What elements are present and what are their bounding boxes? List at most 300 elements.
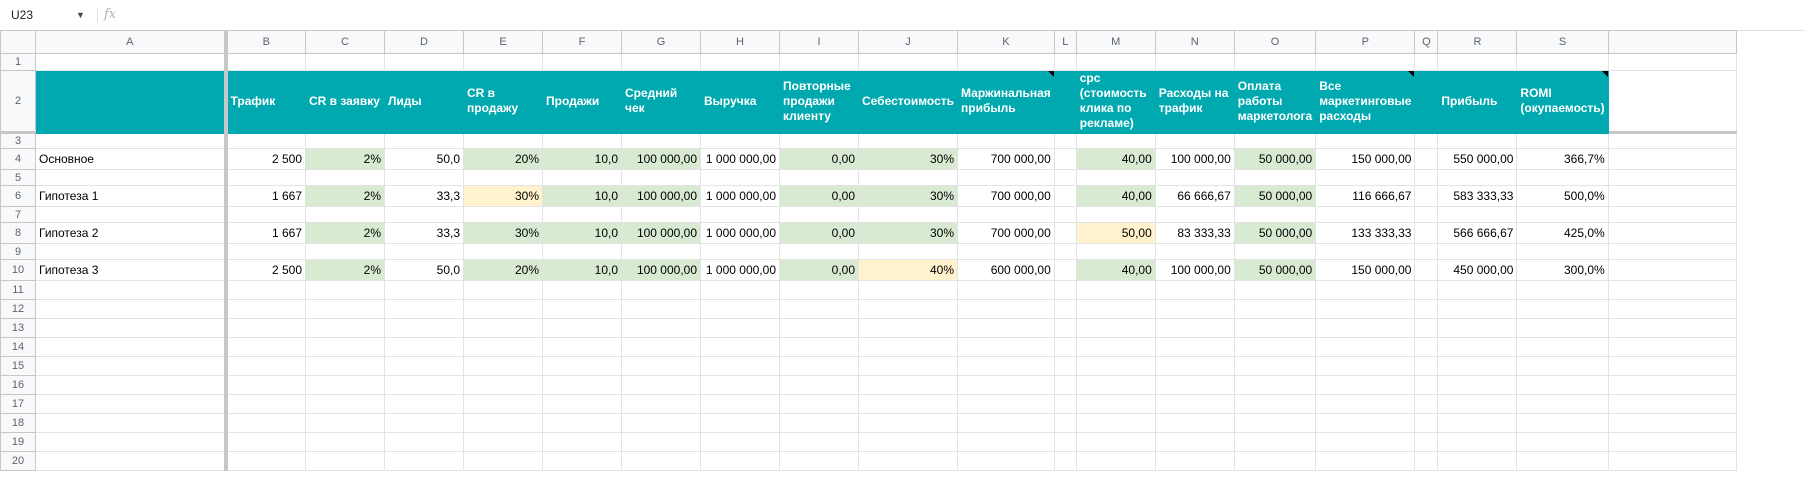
cell-traffic-cost[interactable]: 66 666,67 [1155, 186, 1234, 207]
row-header[interactable]: 17 [1, 395, 36, 414]
row-header[interactable]: 15 [1, 357, 36, 376]
cell[interactable] [306, 433, 385, 452]
cell-avg-check[interactable]: 100 000,00 [622, 186, 701, 207]
name-box[interactable] [4, 6, 88, 24]
cell[interactable] [36, 338, 226, 357]
cell[interactable] [543, 357, 622, 376]
cell[interactable] [1155, 300, 1234, 319]
cell-margin[interactable]: 600 000,00 [958, 260, 1055, 281]
cell[interactable] [464, 319, 543, 338]
cell[interactable] [1608, 207, 1736, 223]
cell[interactable] [859, 376, 958, 395]
cell[interactable] [958, 170, 1055, 186]
cell[interactable] [780, 395, 859, 414]
column-header-l[interactable]: L [1054, 31, 1076, 54]
cell[interactable] [958, 300, 1055, 319]
cell[interactable] [859, 207, 958, 223]
cell[interactable] [1415, 433, 1438, 452]
row-header[interactable]: 6 [1, 186, 36, 207]
cell[interactable] [306, 395, 385, 414]
cell[interactable] [306, 300, 385, 319]
cell[interactable] [385, 338, 464, 357]
row-header[interactable]: 14 [1, 338, 36, 357]
cell[interactable] [1155, 207, 1234, 223]
cell[interactable] [1415, 300, 1438, 319]
cell[interactable] [543, 300, 622, 319]
cell-cr-sale[interactable]: 20% [464, 260, 543, 281]
cell[interactable] [1076, 207, 1155, 223]
cell[interactable] [859, 452, 958, 471]
cell[interactable] [464, 452, 543, 471]
cell[interactable] [226, 414, 306, 433]
header-cell-repeat-sales[interactable]: Повторные продажи клиенту [780, 71, 859, 133]
cell[interactable] [385, 281, 464, 300]
column-header-f[interactable]: F [543, 31, 622, 54]
cell-cost[interactable]: 30% [859, 186, 958, 207]
cell[interactable] [36, 433, 226, 452]
cell[interactable] [859, 244, 958, 260]
cell[interactable] [1517, 414, 1608, 433]
cell[interactable] [701, 357, 780, 376]
cell[interactable] [1316, 133, 1415, 149]
cell[interactable] [1054, 395, 1076, 414]
cell[interactable] [859, 357, 958, 376]
cell[interactable] [306, 54, 385, 71]
cell[interactable] [1517, 338, 1608, 357]
cell-cr-lead[interactable]: 2% [306, 223, 385, 244]
cell[interactable] [1517, 319, 1608, 338]
cell[interactable] [385, 170, 464, 186]
cell-revenue[interactable]: 1 000 000,00 [701, 223, 780, 244]
cell[interactable] [780, 338, 859, 357]
cell[interactable] [859, 133, 958, 149]
row-header[interactable]: 13 [1, 319, 36, 338]
cell[interactable] [36, 207, 226, 223]
cell-margin[interactable]: 700 000,00 [958, 186, 1055, 207]
cell[interactable] [701, 54, 780, 71]
header-cell-revenue[interactable]: Выручка [701, 71, 780, 133]
cell[interactable] [1517, 133, 1608, 149]
cell[interactable] [958, 433, 1055, 452]
cell[interactable] [780, 170, 859, 186]
cell[interactable] [859, 433, 958, 452]
cell[interactable] [464, 281, 543, 300]
cell[interactable] [622, 300, 701, 319]
cell[interactable] [958, 244, 1055, 260]
cell[interactable] [958, 319, 1055, 338]
cell[interactable] [1415, 357, 1438, 376]
cell[interactable] [385, 376, 464, 395]
cell[interactable] [1054, 133, 1076, 149]
cell[interactable] [1415, 414, 1438, 433]
cell-marketing-total[interactable]: 150 000,00 [1316, 260, 1415, 281]
cell[interactable] [1054, 149, 1076, 170]
cell[interactable] [701, 433, 780, 452]
cell[interactable] [780, 376, 859, 395]
cell[interactable] [1076, 300, 1155, 319]
cell[interactable] [622, 244, 701, 260]
cell-cr-sale[interactable]: 20% [464, 149, 543, 170]
cell-sales[interactable]: 10,0 [543, 149, 622, 170]
column-header-r[interactable]: R [1438, 31, 1517, 54]
cell[interactable] [1316, 376, 1415, 395]
cell[interactable] [306, 207, 385, 223]
cell[interactable] [1316, 319, 1415, 338]
cell[interactable] [1076, 281, 1155, 300]
cell[interactable] [1608, 54, 1736, 71]
cell-margin[interactable]: 700 000,00 [958, 223, 1055, 244]
cell[interactable] [622, 207, 701, 223]
cell[interactable] [1155, 376, 1234, 395]
cell[interactable] [464, 376, 543, 395]
cell-marketer-pay[interactable]: 50 000,00 [1234, 223, 1315, 244]
cell[interactable] [1415, 395, 1438, 414]
cell[interactable] [1234, 452, 1315, 471]
cell[interactable] [1415, 207, 1438, 223]
cell[interactable] [780, 54, 859, 71]
cell[interactable] [385, 300, 464, 319]
cell[interactable] [958, 54, 1055, 71]
cell[interactable] [1517, 300, 1608, 319]
cell[interactable] [543, 414, 622, 433]
cell[interactable] [226, 357, 306, 376]
cell[interactable] [36, 376, 226, 395]
cell-traffic[interactable]: 1 667 [226, 223, 306, 244]
cell[interactable] [622, 133, 701, 149]
cell[interactable] [1415, 223, 1438, 244]
cell[interactable] [1415, 54, 1438, 71]
cell[interactable] [1517, 433, 1608, 452]
cell[interactable] [306, 452, 385, 471]
row-header[interactable]: 16 [1, 376, 36, 395]
cell[interactable] [958, 395, 1055, 414]
cell[interactable] [1438, 281, 1517, 300]
cell[interactable] [1076, 376, 1155, 395]
cell-repeat-sales[interactable]: 0,00 [780, 223, 859, 244]
cell[interactable] [1054, 319, 1076, 338]
cell[interactable] [622, 170, 701, 186]
cell-romi[interactable]: 366,7% [1517, 149, 1608, 170]
cell[interactable] [1438, 338, 1517, 357]
cell[interactable] [622, 395, 701, 414]
cell[interactable] [36, 395, 226, 414]
cell[interactable] [1054, 170, 1076, 186]
cell[interactable] [1517, 207, 1608, 223]
cell-revenue[interactable]: 1 000 000,00 [701, 186, 780, 207]
cell[interactable] [306, 338, 385, 357]
cell[interactable] [701, 376, 780, 395]
cell[interactable] [958, 414, 1055, 433]
cell[interactable] [464, 414, 543, 433]
header-cell-sales[interactable]: Продажи [543, 71, 622, 133]
cell[interactable] [1234, 133, 1315, 149]
cell[interactable] [1076, 244, 1155, 260]
cell-repeat-sales[interactable]: 0,00 [780, 186, 859, 207]
cell-scenario-name[interactable]: Гипотеза 1 [36, 186, 226, 207]
header-cell-traffic[interactable]: Трафик [226, 71, 306, 133]
cell-repeat-sales[interactable]: 0,00 [780, 260, 859, 281]
cell[interactable] [701, 414, 780, 433]
row-header[interactable]: 20 [1, 452, 36, 471]
cell-leads[interactable]: 33,3 [385, 186, 464, 207]
cell[interactable] [1517, 357, 1608, 376]
cell[interactable] [1155, 433, 1234, 452]
cell[interactable] [1316, 395, 1415, 414]
cell[interactable] [543, 207, 622, 223]
header-cell-profit[interactable]: Прибыль [1438, 71, 1517, 133]
cell[interactable] [859, 414, 958, 433]
row-header[interactable]: 3 [1, 133, 36, 149]
cell[interactable] [1234, 244, 1315, 260]
cell[interactable] [1054, 414, 1076, 433]
cell[interactable] [701, 300, 780, 319]
cell[interactable] [1054, 223, 1076, 244]
cell[interactable] [701, 244, 780, 260]
header-cell-traffic-cost[interactable]: Расходы на трафик [1155, 71, 1234, 133]
cell-cost[interactable]: 30% [859, 149, 958, 170]
cell[interactable] [385, 433, 464, 452]
cell[interactable] [1608, 414, 1736, 433]
cell[interactable] [1608, 376, 1736, 395]
cell-cpc[interactable]: 40,00 [1076, 149, 1155, 170]
cell[interactable] [1054, 338, 1076, 357]
cell[interactable] [1608, 149, 1736, 170]
cell[interactable] [1076, 319, 1155, 338]
cell-revenue[interactable]: 1 000 000,00 [701, 260, 780, 281]
cell[interactable] [1438, 54, 1517, 71]
cell[interactable] [1076, 54, 1155, 71]
cell[interactable] [385, 207, 464, 223]
row-header[interactable]: 11 [1, 281, 36, 300]
cell[interactable] [1316, 300, 1415, 319]
cell[interactable] [859, 319, 958, 338]
column-header-empty[interactable] [1608, 31, 1736, 54]
header-cell-l[interactable] [1054, 71, 1076, 133]
cell[interactable] [36, 54, 226, 71]
cell-profit[interactable]: 566 666,67 [1438, 223, 1517, 244]
cell[interactable] [1438, 376, 1517, 395]
cell[interactable] [1155, 54, 1234, 71]
row-header[interactable]: 10 [1, 260, 36, 281]
cell[interactable] [780, 452, 859, 471]
cell[interactable] [1608, 260, 1736, 281]
column-header-d[interactable]: D [385, 31, 464, 54]
cell[interactable] [1234, 54, 1315, 71]
row-header[interactable]: 1 [1, 54, 36, 71]
cell[interactable] [306, 133, 385, 149]
cell-cost[interactable]: 30% [859, 223, 958, 244]
cell[interactable] [1234, 338, 1315, 357]
cell[interactable] [306, 170, 385, 186]
cell[interactable] [1608, 71, 1736, 133]
cell-scenario-name[interactable]: Гипотеза 3 [36, 260, 226, 281]
cell-cpc[interactable]: 50,00 [1076, 223, 1155, 244]
cell[interactable] [385, 319, 464, 338]
cell[interactable] [1054, 376, 1076, 395]
cell[interactable] [1054, 186, 1076, 207]
column-header-g[interactable]: G [622, 31, 701, 54]
cell[interactable] [859, 54, 958, 71]
cell[interactable] [1438, 319, 1517, 338]
cell[interactable] [1234, 395, 1315, 414]
cell[interactable] [1316, 54, 1415, 71]
cell[interactable] [1054, 207, 1076, 223]
cell[interactable] [543, 395, 622, 414]
cell[interactable] [1316, 244, 1415, 260]
cell[interactable] [1415, 170, 1438, 186]
cell[interactable] [1438, 170, 1517, 186]
cell[interactable] [1155, 319, 1234, 338]
cell[interactable] [1517, 395, 1608, 414]
row-header[interactable]: 12 [1, 300, 36, 319]
cell[interactable] [1155, 133, 1234, 149]
header-cell-cost[interactable]: Себестоимость [859, 71, 958, 133]
cell[interactable] [36, 170, 226, 186]
cell[interactable] [543, 170, 622, 186]
column-header-p[interactable]: P [1316, 31, 1415, 54]
cell[interactable] [1155, 338, 1234, 357]
cell[interactable] [1517, 281, 1608, 300]
cell[interactable] [543, 452, 622, 471]
row-header[interactable]: 7 [1, 207, 36, 223]
cell[interactable] [1076, 357, 1155, 376]
cell[interactable] [622, 433, 701, 452]
cell[interactable] [1234, 281, 1315, 300]
cell[interactable] [306, 414, 385, 433]
cell-marketing-total[interactable]: 116 666,67 [1316, 186, 1415, 207]
header-cell-cr-sale[interactable]: CR в продажу [464, 71, 543, 133]
cell[interactable] [780, 133, 859, 149]
cell-cr-lead[interactable]: 2% [306, 149, 385, 170]
cell-revenue[interactable]: 1 000 000,00 [701, 149, 780, 170]
cell[interactable] [622, 376, 701, 395]
cell[interactable] [1517, 376, 1608, 395]
cell-scenario-name[interactable]: Основное [36, 149, 226, 170]
cell[interactable] [1054, 281, 1076, 300]
column-header-s[interactable]: S [1517, 31, 1608, 54]
cell[interactable] [385, 414, 464, 433]
cell-cr-sale[interactable]: 30% [464, 223, 543, 244]
cell[interactable] [1415, 452, 1438, 471]
select-all-corner[interactable] [1, 31, 36, 54]
cell-scenario-name[interactable]: Гипотеза 2 [36, 223, 226, 244]
cell[interactable] [958, 207, 1055, 223]
cell-sales[interactable]: 10,0 [543, 223, 622, 244]
cell-cr-sale[interactable]: 30% [464, 186, 543, 207]
cell[interactable] [36, 357, 226, 376]
cell[interactable] [780, 244, 859, 260]
cell[interactable] [226, 338, 306, 357]
cell[interactable] [36, 452, 226, 471]
cell[interactable] [701, 452, 780, 471]
cell[interactable] [36, 133, 226, 149]
cell[interactable] [226, 133, 306, 149]
cell-traffic[interactable]: 1 667 [226, 186, 306, 207]
cell[interactable] [385, 54, 464, 71]
cell-traffic-cost[interactable]: 100 000,00 [1155, 149, 1234, 170]
cell[interactable] [1415, 338, 1438, 357]
cell[interactable] [1415, 376, 1438, 395]
cell-avg-check[interactable]: 100 000,00 [622, 260, 701, 281]
cell[interactable] [780, 207, 859, 223]
cell[interactable] [1608, 452, 1736, 471]
cell-marketing-total[interactable]: 133 333,33 [1316, 223, 1415, 244]
column-header-i[interactable]: I [780, 31, 859, 54]
cell[interactable] [1234, 300, 1315, 319]
cell[interactable] [1155, 414, 1234, 433]
cell-margin[interactable]: 700 000,00 [958, 149, 1055, 170]
cell-profit[interactable]: 450 000,00 [1438, 260, 1517, 281]
cell[interactable] [226, 433, 306, 452]
cell[interactable] [1155, 170, 1234, 186]
column-header-k[interactable]: K [958, 31, 1055, 54]
cell[interactable] [701, 170, 780, 186]
column-header-a[interactable]: A [36, 31, 226, 54]
header-cell-cpc[interactable]: cpc (стоимость клика по рекламе) [1076, 71, 1155, 133]
cell[interactable] [1234, 433, 1315, 452]
cell[interactable] [464, 170, 543, 186]
cell[interactable] [36, 281, 226, 300]
row-header[interactable]: 5 [1, 170, 36, 186]
cell-sales[interactable]: 10,0 [543, 260, 622, 281]
cell[interactable] [1076, 433, 1155, 452]
cell[interactable] [859, 395, 958, 414]
cell[interactable] [701, 395, 780, 414]
cell[interactable] [1438, 244, 1517, 260]
cell[interactable] [36, 319, 226, 338]
cell[interactable] [1054, 260, 1076, 281]
cell[interactable] [1155, 244, 1234, 260]
cell-marketer-pay[interactable]: 50 000,00 [1234, 260, 1315, 281]
cell[interactable] [1415, 186, 1438, 207]
cell[interactable] [226, 376, 306, 395]
cell[interactable] [1438, 357, 1517, 376]
cell-sales[interactable]: 10,0 [543, 186, 622, 207]
cell[interactable] [1438, 207, 1517, 223]
cell[interactable] [1234, 207, 1315, 223]
cell[interactable] [1415, 319, 1438, 338]
cell[interactable] [1517, 170, 1608, 186]
cell[interactable] [1155, 395, 1234, 414]
cell[interactable] [226, 319, 306, 338]
cell[interactable] [1054, 433, 1076, 452]
cell[interactable] [1608, 133, 1736, 149]
cell[interactable] [1438, 395, 1517, 414]
cell[interactable] [1054, 357, 1076, 376]
cell[interactable] [622, 414, 701, 433]
cell[interactable] [780, 300, 859, 319]
cell[interactable] [1076, 170, 1155, 186]
cell-avg-check[interactable]: 100 000,00 [622, 223, 701, 244]
cell[interactable] [306, 376, 385, 395]
cell[interactable] [1076, 133, 1155, 149]
cell[interactable] [622, 357, 701, 376]
cell-traffic[interactable]: 2 500 [226, 149, 306, 170]
cell[interactable] [464, 395, 543, 414]
cell[interactable] [780, 319, 859, 338]
cell[interactable] [1316, 433, 1415, 452]
cell[interactable] [958, 281, 1055, 300]
cell[interactable] [226, 395, 306, 414]
cell[interactable] [859, 281, 958, 300]
cell[interactable] [958, 133, 1055, 149]
cell-cpc[interactable]: 40,00 [1076, 186, 1155, 207]
cell[interactable] [1608, 244, 1736, 260]
cell[interactable] [1234, 414, 1315, 433]
cell[interactable] [622, 281, 701, 300]
cell[interactable] [622, 338, 701, 357]
cell[interactable] [1316, 414, 1415, 433]
